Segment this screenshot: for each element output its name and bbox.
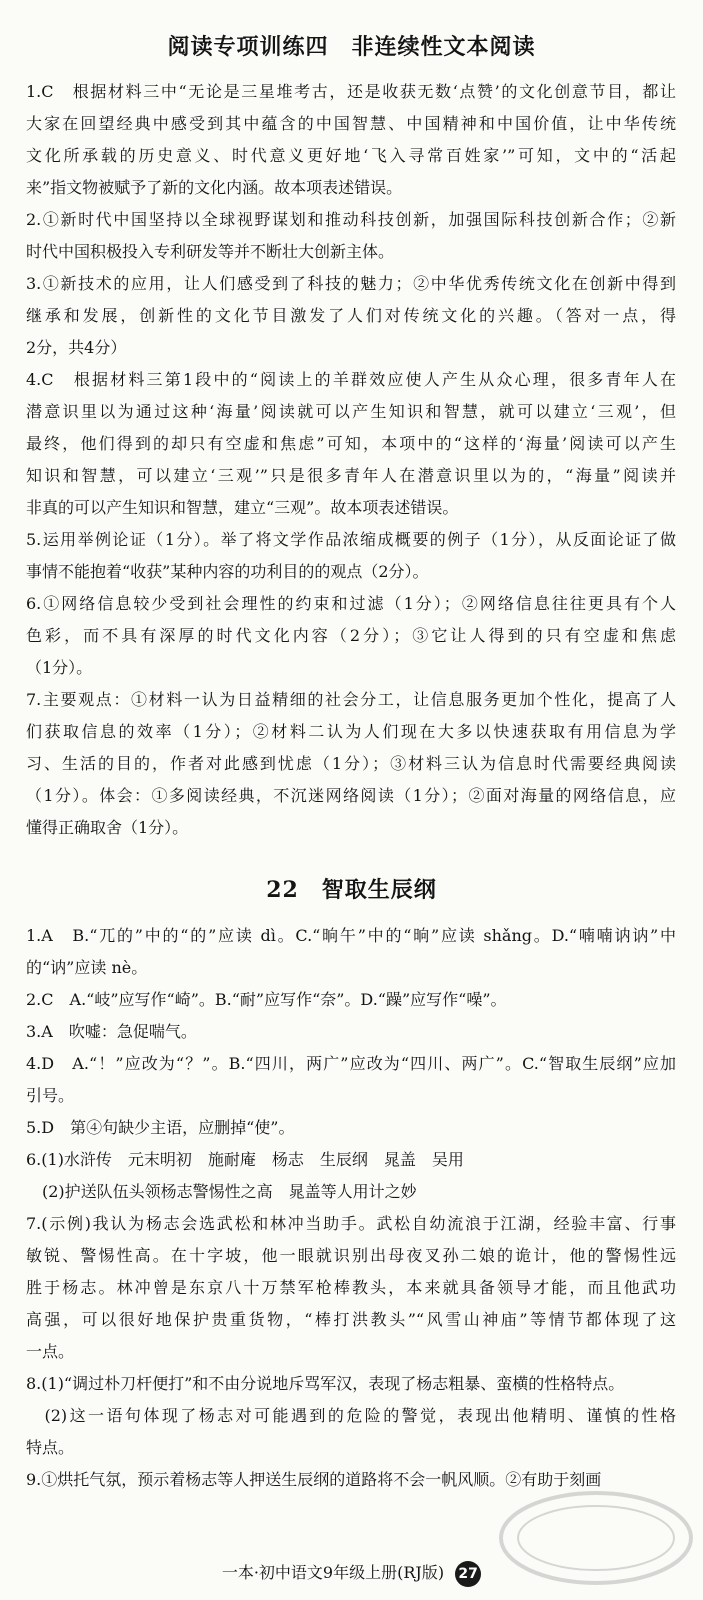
answer-line: 事情不能抱着“收获”某种内容的功利目的的观点（2分）。 <box>26 562 429 581</box>
answer-item-1 <box>26 920 676 984</box>
footer-book-title: 一本·初中语文9年级上册(RJ版) <box>221 1563 445 1582</box>
answer-line: 习、生活的目的，作者对此感到忧虑（1分）；③材料三认为信息时代需要经典阅读 <box>26 754 676 773</box>
answer-line: 7.主要观点：①材料一认为日益精细的社会分工，让信息服务更加个性化，提高了人 <box>26 690 676 709</box>
answer-line: (2)这一语句体现了杨志对可能遇到的危险的警觉，表现出他精明、谨慎的性格 <box>26 1406 676 1425</box>
answer-line: 色彩，而不具有深厚的时代文化内容（2分）；③它让人得到的只有空虚和焦虑 <box>26 626 676 645</box>
answer-item-4 <box>26 1048 676 1112</box>
answer-line: 们获取信息的效率（1分）；②材料二认为人们现在大多以快速获取有用信息为学 <box>26 722 676 741</box>
answer-line: 8.(1)“调过朴刀杆便打”和不由分说地斥骂军汉，表现了杨志粗暴、蛮横的性格特点。 <box>26 1374 625 1393</box>
page-number: 27 <box>455 1561 481 1587</box>
answer-line: 时代中国积极投入专利研发等并不断壮大创新主体。 <box>26 242 395 261</box>
section-title-lesson-22: 22 智取生辰纲 <box>266 877 437 903</box>
answer-line: 继承和发展，创新性的文化节目激发了人们对传统文化的兴趣。（答对一点，得 <box>26 306 676 325</box>
answer-item-3 <box>26 268 676 364</box>
answer-line: 3.A 吹嘘：急促喘气。 <box>26 1022 197 1041</box>
answer-item-7 <box>26 1208 676 1368</box>
answer-line: 7.(示例)我认为杨志会选武松和林冲当助手。武松自幼流浪于江湖，经验丰富、行事 <box>26 1214 676 1233</box>
answer-line: 来”指文物被赋予了新的文化内涵。故本项表述错误。 <box>26 178 403 197</box>
answer-line: 潜意识里以为通过这种‘海量’阅读就可以产生知识和智慧，就可以建立‘三观’，但 <box>26 402 676 421</box>
answer-item-3 <box>26 1016 676 1048</box>
answer-line: 6.①网络信息较少受到社会理性的约束和过滤（1分）；②网络信息往往更具有个人 <box>26 594 676 613</box>
answer-line: 非真的可以产生知识和智慧，建立“三观”。故本项表述错误。 <box>26 498 459 517</box>
answer-line: 文化所承载的历史意义、时代意义更好地‘飞入寻常百姓家’”可知，文中的“活起 <box>26 146 676 165</box>
answer-item-2 <box>26 984 676 1016</box>
answer-line: （1分）。体会：①多阅读经典，不沉迷网络阅读（1分）；②面对海量的网络信息，应 <box>26 786 676 805</box>
answer-block-section1 <box>26 76 676 844</box>
answer-item-1 <box>26 76 676 204</box>
answer-line: 1.A B.“兀的”中的“的”应读 dì。C.“晌午”中的“晌”应读 shǎng。D.“喃喃讷讷”中 <box>26 926 676 945</box>
answer-line: 最终，他们得到的却只有空虚和焦虑”可知，本项中的“这样的‘海量’阅读可以产生 <box>26 434 676 453</box>
answer-line: 4.C 根据材料三第1段中的“阅读上的羊群效应使人产生从众心理，很多青年人在 <box>26 370 676 389</box>
answer-line: 引号。 <box>26 1086 75 1105</box>
answer-line: 2分，共4分） <box>26 338 127 357</box>
section-title-reading: 阅读专项训练四 非连续性文本阅读 <box>167 34 536 60</box>
answer-line: 高强，可以很好地保护贵重货物，“棒打洪教头”“风雪山神庙”等情节都体现了这 <box>26 1310 676 1329</box>
answer-item-6 <box>26 588 676 684</box>
answer-line: 5.D 第④句缺少主语，应删掉“使”。 <box>26 1118 295 1137</box>
answer-line: （1分）。 <box>26 658 93 677</box>
answer-block-section2 <box>26 920 676 1496</box>
answer-line: 胜于杨志。林冲曾是东京八十万禁军枪棒教头，本来就具备领导才能，而且他武功 <box>26 1278 676 1297</box>
answer-line: 特点。 <box>26 1438 75 1457</box>
answer-line: 的“讷”应读 nè。 <box>26 958 148 977</box>
answer-line: 1.C 根据材料三中“无论是三星堆考古，还是收获无数‘点赞’的文化创意节目，都让 <box>26 82 676 101</box>
answer-line: 6.(1)水浒传 元末明初 施耐庵 杨志 生辰纲 晁盖 吴用 <box>26 1150 464 1169</box>
answer-line: 大家在回望经典中感受到其中蕴含的中国智慧、中国精神和中国价值，让中华传统 <box>26 114 676 133</box>
answer-item-5 <box>26 1112 676 1144</box>
answer-line: 4.D A.“！”应改为“？”。B.“四川，两广”应改为“四川、两广”。C.“智取生辰纲”应加 <box>26 1054 676 1073</box>
answer-item-6 <box>26 1144 676 1208</box>
answer-line: 2.①新时代中国坚持以全球视野谋划和推动科技创新，加强国际科技创新合作；②新 <box>26 210 676 229</box>
answer-line: 一点。 <box>26 1342 75 1361</box>
answer-line: 知识和智慧，可以建立‘三观’”只是很多青年人在潜意识里以为的，“海量”阅读并 <box>26 466 676 485</box>
answer-line: 敏锐、警惕性高。在十字坡，他一眼就识别出母夜叉孙二娘的诡计，他的警惕性远 <box>26 1246 676 1265</box>
answer-item-8 <box>26 1368 676 1464</box>
answer-item-5 <box>26 524 676 588</box>
answer-line: 懂得正确取舍（1分）。 <box>26 818 189 837</box>
answer-item-7 <box>26 684 676 844</box>
answer-line: 5.运用举例论证（1分）。举了将文学作品浓缩成概要的例子（1分），从反面论证了做 <box>26 530 676 549</box>
answer-line: 2.C A.“岐”应写作“崎”。B.“耐”应写作“奈”。D.“躁”应写作“噪”。 <box>26 990 507 1009</box>
answer-line: 9.①烘托气氛，预示着杨志等人押送生辰纲的道路将不会一帆风顺。②有助于刻画 <box>26 1470 602 1489</box>
answer-item-4 <box>26 364 676 524</box>
answer-line: (2)护送队伍头领杨志警惕性之高 晁盖等人用计之妙 <box>26 1182 417 1201</box>
answer-item-2 <box>26 204 676 268</box>
answer-line: 3.①新技术的应用，让人们感受到了科技的魅力；②中华优秀传统文化在创新中得到 <box>26 274 676 293</box>
page-footer <box>0 1560 703 1587</box>
